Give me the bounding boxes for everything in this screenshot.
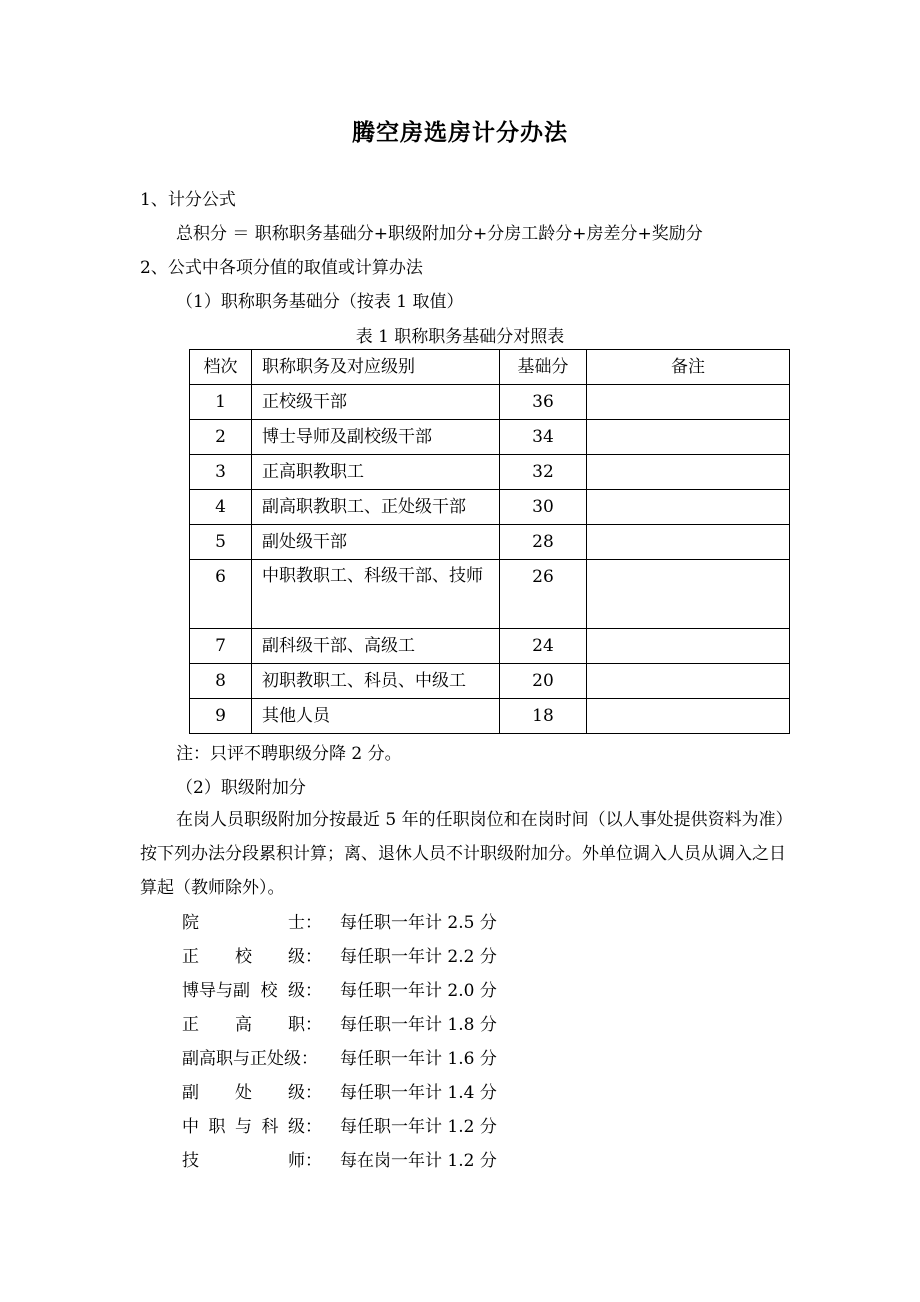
cell-title: 初职教职工、科员、中级工 xyxy=(252,664,500,699)
cell-score: 20 xyxy=(500,664,587,699)
formula-text: 总积分 ＝ 职称职务基础分+职级附加分+分房工龄分+房差分+奖励分 xyxy=(176,224,703,244)
cell-rank: 9 xyxy=(190,699,252,734)
cell-title: 其他人员 xyxy=(252,699,500,734)
table-caption: 表 1 职称职务基础分对照表 xyxy=(355,327,565,347)
section2-heading: 2、公式中各项分值的取值或计算办法 xyxy=(140,258,423,278)
rate-label-part: 师： xyxy=(288,1151,322,1171)
rate-label-part: 副高职与正处级： xyxy=(182,1049,318,1069)
rate-label-part: 校 xyxy=(235,947,252,967)
rate-label-part: 高 xyxy=(235,1015,252,1035)
rate-label-part: 技 xyxy=(182,1151,199,1171)
subsection2-heading: （2）职级附加分 xyxy=(176,778,306,798)
rate-label-part: 级： xyxy=(288,1083,322,1103)
cell-title: 博士导师及副校级干部 xyxy=(252,420,500,455)
table-row xyxy=(190,664,790,699)
rate-label xyxy=(182,1013,322,1037)
rate-value: 每任职一年计 1.4 分 xyxy=(340,1083,497,1103)
cell-note xyxy=(587,664,790,699)
rate-label-part: 级： xyxy=(288,981,322,1001)
cell-title: 中职教职工、科级干部、技师 xyxy=(252,560,500,629)
cell-note xyxy=(587,525,790,560)
rate-label xyxy=(182,979,322,1003)
header-score: 基础分 xyxy=(500,350,587,385)
cell-rank: 8 xyxy=(190,664,252,699)
cell-title: 副高职教职工、正处级干部 xyxy=(252,490,500,525)
cell-score: 36 xyxy=(500,385,587,420)
cell-score: 28 xyxy=(500,525,587,560)
rate-label-part: 中 xyxy=(182,1117,199,1137)
rate-label-part: 正 xyxy=(182,947,199,967)
table-header-row xyxy=(190,350,790,385)
cell-score: 34 xyxy=(500,420,587,455)
table-row xyxy=(190,455,790,490)
cell-title: 正高职教职工 xyxy=(252,455,500,490)
rate-label-part: 正 xyxy=(182,1015,199,1035)
rate-label-part: 处 xyxy=(235,1083,252,1103)
rate-label xyxy=(182,1149,322,1173)
cell-rank: 6 xyxy=(190,560,252,629)
rate-label-part: 副 xyxy=(182,1083,199,1103)
rate-value: 每任职一年计 1.2 分 xyxy=(340,1117,497,1137)
cell-rank: 3 xyxy=(190,455,252,490)
table-row xyxy=(190,560,790,629)
cell-note xyxy=(587,455,790,490)
rate-value: 每任职一年计 1.8 分 xyxy=(340,1015,497,1035)
cell-title: 正校级干部 xyxy=(252,385,500,420)
cell-rank: 4 xyxy=(190,490,252,525)
cell-rank: 5 xyxy=(190,525,252,560)
base-score-table xyxy=(189,349,790,734)
document-title: 腾空房选房计分办法 xyxy=(352,120,568,146)
rate-label xyxy=(182,1081,322,1105)
rate-label xyxy=(182,1115,322,1139)
header-rank: 档次 xyxy=(190,350,252,385)
table-row xyxy=(190,490,790,525)
table-row xyxy=(190,699,790,734)
cell-score: 18 xyxy=(500,699,587,734)
cell-note xyxy=(587,490,790,525)
cell-score: 26 xyxy=(500,560,587,629)
rate-label xyxy=(182,911,322,935)
rate-label-part: 职 xyxy=(208,1117,226,1137)
rate-label-part: 校 xyxy=(260,981,278,1001)
cell-rank: 1 xyxy=(190,385,252,420)
cell-score: 24 xyxy=(500,629,587,664)
subsection1-heading: （1）职称职务基础分（按表 1 取值） xyxy=(176,292,464,312)
cell-title: 副处级干部 xyxy=(252,525,500,560)
cell-rank: 2 xyxy=(190,420,252,455)
rate-value: 每任职一年计 2.2 分 xyxy=(340,947,497,967)
table-row xyxy=(190,629,790,664)
table-row xyxy=(190,525,790,560)
cell-note xyxy=(587,560,790,629)
rate-label-part: 科 xyxy=(261,1117,279,1137)
rate-label-part: 院 xyxy=(182,913,199,933)
header-title: 职称职务及对应级别 xyxy=(252,350,500,385)
rate-label-part: 与 xyxy=(235,1117,252,1137)
section1-heading: 1、计分公式 xyxy=(140,190,236,210)
rate-label xyxy=(182,945,322,969)
rate-label xyxy=(182,1047,322,1071)
cell-score: 32 xyxy=(500,455,587,490)
cell-note xyxy=(587,699,790,734)
rate-value: 每任职一年计 1.6 分 xyxy=(340,1049,497,1069)
header-note: 备注 xyxy=(587,350,790,385)
rate-label-part: 级： xyxy=(288,1117,322,1137)
table-row xyxy=(190,420,790,455)
cell-rank: 7 xyxy=(190,629,252,664)
table-note: 注：只评不聘职级分降 2 分。 xyxy=(176,744,402,764)
cell-note xyxy=(587,385,790,420)
cell-note xyxy=(587,420,790,455)
cell-note xyxy=(587,629,790,664)
rank-bonus-paragraph: 在岗人员职级附加分按最近 5 年的任职岗位和在岗时间（以人事处提供资料为准）按下列办法分段累积计算；离、退休人员不计职级附加分。外单位调入人员从调入之日算起（教师除外）。 xyxy=(140,810,786,898)
rate-label-part: 士： xyxy=(288,913,322,933)
cell-title: 副科级干部、高级工 xyxy=(252,629,500,664)
rate-value: 每任职一年计 2.0 分 xyxy=(340,981,497,1001)
table-row xyxy=(190,385,790,420)
rate-label-part: 博导与副 xyxy=(182,981,250,1001)
rate-value: 每在岗一年计 1.2 分 xyxy=(340,1151,497,1171)
rate-value: 每任职一年计 2.5 分 xyxy=(340,913,497,933)
rate-label-part: 级： xyxy=(288,947,322,967)
cell-score: 30 xyxy=(500,490,587,525)
rate-label-part: 职： xyxy=(288,1015,322,1035)
